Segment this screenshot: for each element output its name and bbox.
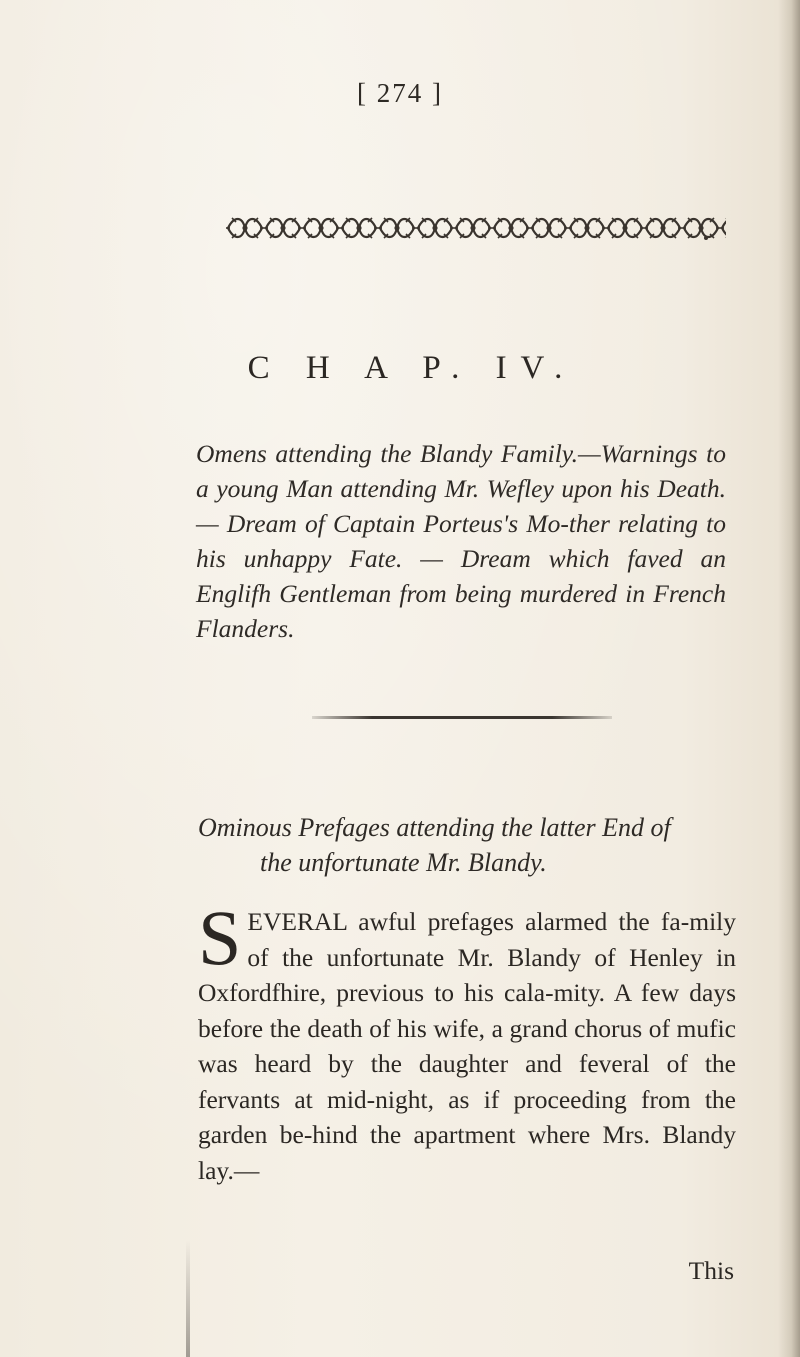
section-heading-line2: the unfortunate Mr. Blandy.	[260, 848, 547, 877]
ornamental-border-icon	[226, 214, 726, 242]
page-number: [ 274 ]	[357, 78, 443, 108]
chapter-summary: Omens attending the Blandy Family.—Warnings to a young Man attending Mr. Wefley upon his Death. — Dream of Captain Porteus's Mo-ther relating to his unhappy Fate. — Dream which faved an Englifh Gentleman from being murdered in French Flanders.	[196, 439, 726, 643]
body-paragraph	[198, 894, 736, 1188]
section-heading	[198, 810, 738, 880]
page-edge-shadow	[778, 0, 800, 1357]
catchword: This	[688, 1256, 734, 1285]
chapter-title: C H A P. IV.	[247, 350, 577, 386]
horizontal-rule	[312, 716, 612, 719]
binding-mark	[186, 1240, 190, 1357]
body-text: EVERAL awful prefages alarmed the fa-mily of the unfortunate Mr. Blandy of Henley in Oxfordfhire, previous to his cala-mity. A few days before the death of his wife, a grand chorus of mufic was heard by the daughter and feveral of the fervants at mid-night, as if proceeding from the garden be-hind the apartment where Mrs. Blandy lay.—	[198, 907, 736, 1185]
section-heading-line1: Ominous Prefages attending the latter End of	[198, 813, 671, 842]
drop-cap: S	[198, 894, 242, 981]
